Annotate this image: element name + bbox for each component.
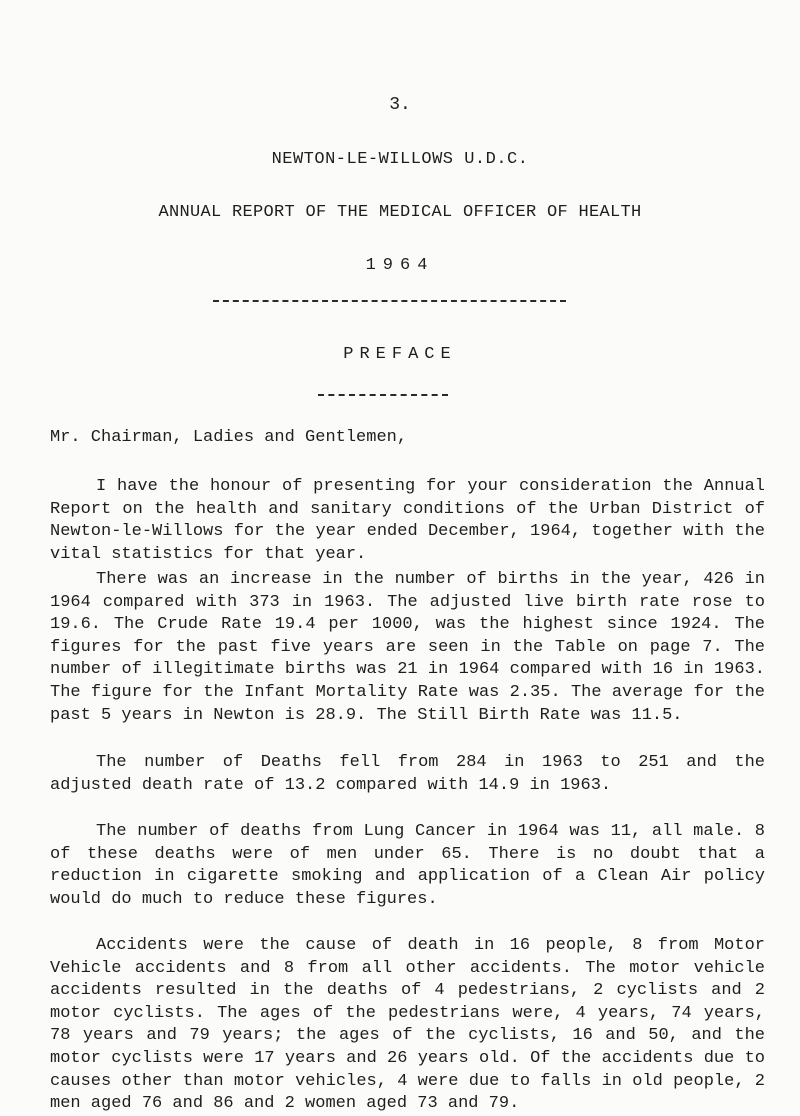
page-number: 3.	[389, 95, 411, 115]
paragraph-introduction: I have the honour of presenting for your consideration the Annual Report on the health and sanitary conditions of the Urban District of Newton-le-Willows for the year ended December, 1964, together with the vital statistics for that year.	[50, 477, 765, 564]
report-title: ANNUAL REPORT OF THE MEDICAL OFFICER OF HEALTH	[158, 203, 642, 222]
section-heading: PREFACE	[343, 345, 457, 364]
paragraph-births: There was an increase in the number of births in the year, 426 in 1964 compared with 373 in 1963. The adjusted live birth rate rose to 19.6. The Crude Rate 19.4 per 1000, was the highest since 1924. The figures for the past five years are seen in the Table on page 7. The number of illegitimate births was 21 in 1964 compared with 16 in 1963. The figure for the Infant Mortality Rate was 2.35. The average for the past 5 years in Newton is 28.9. The Still Birth Rate was 11.5.	[50, 570, 765, 725]
paragraph-deaths: The number of Deaths fell from 284 in 1963 to 251 and the adjusted death rate of 13.2 compared with 14.9 in 1963.	[50, 753, 765, 795]
paragraph-lung-cancer: The number of deaths from Lung Cancer in 1964 was 11, all male. 8 of these deaths were of men under 65. There is no doubt that a reduction in cigarette smoking and application of a Clean Air policy would do much to reduce these figures.	[50, 822, 765, 909]
dashed-divider	[213, 300, 566, 302]
salutation: Mr. Chairman, Ladies and Gentlemen,	[50, 428, 408, 447]
heading-underline	[318, 394, 448, 396]
organization-heading: NEWTON-LE-WILLOWS U.D.C.	[271, 150, 529, 169]
paragraph-accidents: Accidents were the cause of death in 16 people, 8 from Motor Vehicle accidents and 8 from all other accidents. The motor vehicle accidents resulted in the deaths of 4 pedestrians, 2 cyclists and 2 motor cyclists. The ages of the pedestrians were, 4 years, 74 years, 78 years and 79 years; the ages of the cyclists, 16 and 50, and the motor cyclists were 17 years and 26 years old. Of the accidents due to causes other than motor vehicles, 4 were due to falls in old people, 2 men aged 76 and 86 and 2 women aged 73 and 79.	[50, 936, 765, 1114]
report-year: 1964	[365, 256, 435, 275]
